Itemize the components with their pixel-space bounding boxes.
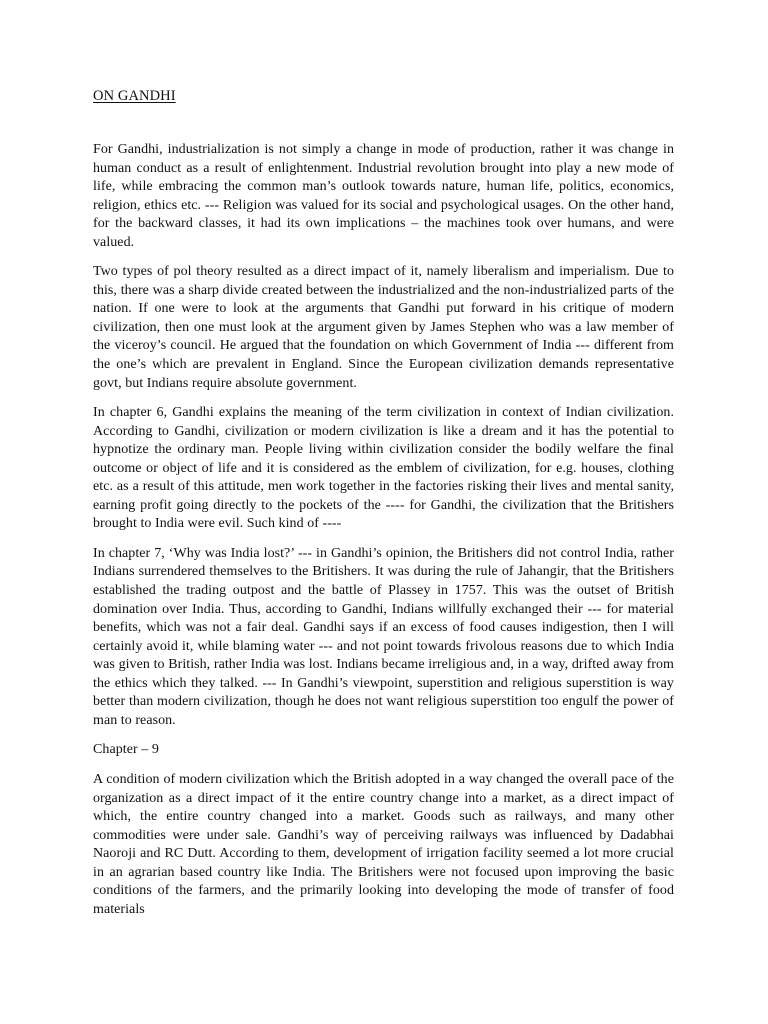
document-title: ON GANDHI <box>93 88 176 104</box>
chapter-9-heading: Chapter – 9 <box>93 742 159 758</box>
paragraph-chapter-9: A condition of modern civilization which the British adopted in a way changed the overall pace of the organization as a direct impact of it the entire country change into a market, as a direct impact of which, the entire country changed into a market. Goods such as railways, and many other commodities were under sale. Gandhi’s way of perceiving railways was influenced by Dadabhai Naoroji and RC Dutt. According to them, development of irrigation facility seemed a lot more crucial in an agrarian based country like India. The Britishers were not focused upon improving the basic conditions of the farmers, and the primarily looking into developing the mode of transfer of food materials <box>93 771 674 917</box>
paragraph-chapter-7: In chapter 7, ‘Why was India lost?’ --- in Gandhi’s opinion, the Britishers did not control India, rather Indians surrendered themselves to the Britishers. It was during the rule of Jahangir, that the Britishers established the trading outpost and the battle of Plassey in 1757. This was the outset of British domination over India. Thus, according to Gandhi, Indians willfully exchanged their --- for material benefits, which was not a fair deal. Gandhi says if an excess of food causes indigestion, then I will certainly avoid it, while blaming water --- and not point towards frivolous reasons due to which India was given to British, rather India was lost. Indians became irreligious and, in a way, drifted away from the ethics which they talked. --- In Gandhi’s viewpoint, superstition and religious superstition is way better than modern civilization, though he does not want religious superstition too engulf the power of man to reason. <box>93 545 674 728</box>
paragraph-pol-theory: Two types of pol theory resulted as a direct impact of it, namely liberalism and imperialism. Due to this, there was a sharp divide created between the industrialized and the non-industrialized parts of the nation. If one were to look at the arguments that Gandhi put forward in his critique of modern civilization, then one must look at the argument given by James Stephen who was a law member of the viceroy’s council. He argued that the foundation on which Government of India --- different from the one’s which are prevalent in England. Since the European civilization demands representative govt, but Indians require absolute government. <box>93 264 674 391</box>
document-body <box>93 141 674 930</box>
paragraph-chapter-6: In chapter 6, Gandhi explains the meaning of the term civilization in context of Indian civilization. According to Gandhi, civilization or modern civilization is like a dream and it has the potential to hypnotize the ordinary man. People living within civilization consider the bodily welfare the final outcome or object of life and it is considered as the emblem of civilization, for e.g. houses, clothing etc. as a result of this attitude, men work together in the factories risking their lives and mental sanity, earning profit going directly to the pockets of the ---- for Gandhi, the civilization that the Britishers brought to India were evil. Such kind of ---- <box>93 405 674 532</box>
paragraph-industrialization: For Gandhi, industrialization is not simply a change in mode of production, rather it was change in human conduct as a result of enlightenment. Industrial revolution brought into play a new mode of life, while embracing the common man’s outlook towards nature, human life, politics, economics, religion, ethics etc. --- Religion was valued for its social and psychological usages. On the other hand, for the backward classes, it had its own implications – the machines took over humans, and were valued. <box>93 142 674 250</box>
